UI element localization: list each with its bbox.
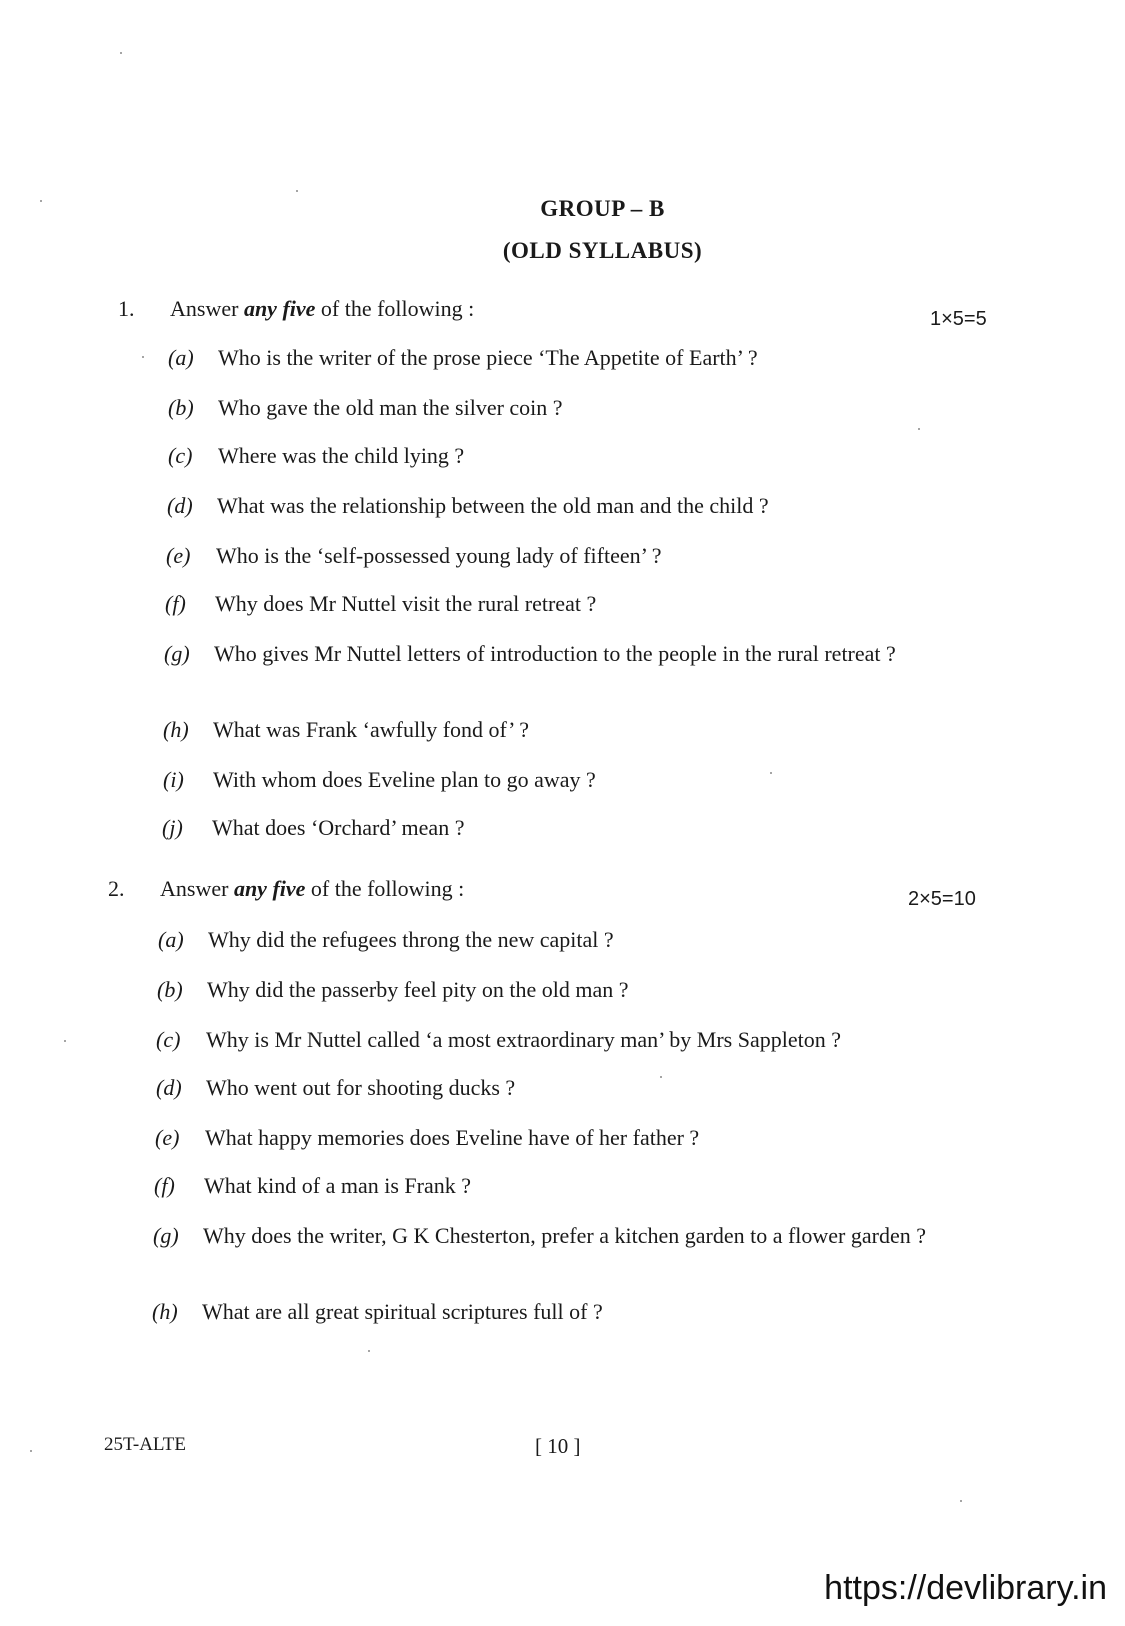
item-text: With whom does Eveline plan to go away ?: [213, 767, 596, 792]
item-text: Where was the child lying ?: [218, 443, 465, 468]
item-text: Why did the passerby feel pity on the old man ?: [207, 977, 629, 1002]
item-text: What does ‘Orchard’ mean ?: [212, 815, 465, 840]
item-label: (e): [166, 543, 191, 568]
question-1-stem-after: of the following :: [315, 296, 475, 321]
item-label: (d): [167, 493, 193, 518]
item-text: Why does the writer, G K Chesterton, prefer a kitchen garden to a flower garden ?: [203, 1223, 927, 1248]
item-text: Why did the refugees throng the new capital ?: [208, 927, 614, 952]
scan-speck: [770, 772, 772, 774]
item-label: (a): [158, 927, 184, 952]
item-text: Why does Mr Nuttel visit the rural retreat ?: [215, 591, 597, 616]
item-label: (e): [155, 1125, 180, 1150]
question-1-marks: 1×5=5: [930, 308, 987, 330]
question-2-stem-emphasis: any five: [233, 876, 306, 901]
item-label: (h): [152, 1299, 178, 1324]
item-text: Why is Mr Nuttel called ‘a most extraordinary man’ by Mrs Sappleton ?: [206, 1027, 841, 1052]
item-label: (d): [156, 1075, 182, 1100]
item-text: Who is the ‘self-possessed young lady of fifteen’ ?: [216, 543, 662, 568]
item-label: (a): [168, 345, 194, 370]
item-text: What was the relationship between the old man and the child ?: [217, 493, 769, 518]
scan-speck: [660, 1076, 662, 1078]
item-label: (j): [162, 815, 183, 840]
item-text: What are all great spiritual scriptures full of ?: [202, 1299, 603, 1324]
item-label: (g): [164, 641, 190, 666]
item-label: (g): [153, 1223, 179, 1248]
group-heading: GROUP – B: [540, 196, 665, 221]
question-2-marks: 2×5=10: [908, 888, 976, 910]
item-label: (c): [168, 443, 193, 468]
question-1-stem: [170, 296, 474, 322]
scan-speck: [64, 1040, 66, 1042]
site-watermark: https://devlibrary.in: [824, 1569, 1107, 1607]
item-label: (b): [157, 977, 183, 1002]
scan-speck: [30, 1450, 32, 1452]
item-label: (h): [163, 717, 189, 742]
item-label: (b): [168, 395, 194, 420]
syllabus-heading: (OLD SYLLABUS): [502, 238, 703, 263]
item-text: What was Frank ‘awfully fond of’ ?: [213, 717, 530, 742]
item-text: Who went out for shooting ducks ?: [206, 1075, 516, 1100]
question-2-stem-before: Answer: [160, 876, 234, 901]
question-2-stem: [160, 876, 464, 902]
item-label: (f): [165, 591, 186, 616]
question-1-number: 1.: [118, 296, 135, 321]
item-label: (c): [156, 1027, 181, 1052]
scan-speck: [40, 200, 42, 202]
scan-speck: [120, 52, 122, 54]
scan-speck: [368, 1350, 370, 1352]
scan-speck: [960, 1500, 962, 1502]
item-text: Who gives Mr Nuttel letters of introduction to the people in the rural retreat ?: [214, 641, 896, 666]
question-2-stem-after: of the following :: [305, 876, 465, 901]
question-2-number: 2.: [108, 876, 125, 901]
question-1-stem-emphasis: any five: [243, 296, 316, 321]
item-label: (f): [154, 1173, 175, 1198]
item-text: Who gave the old man the silver coin ?: [218, 395, 563, 420]
item-label: (i): [163, 767, 184, 792]
paper-code: 25T-ALTE: [104, 1434, 186, 1455]
scan-speck: [142, 356, 144, 358]
item-text: Who is the writer of the prose piece ‘The Appetite of Earth’ ?: [218, 345, 758, 370]
item-text: What kind of a man is Frank ?: [204, 1173, 471, 1198]
item-text: What happy memories does Eveline have of her father ?: [205, 1125, 700, 1150]
question-1-stem-before: Answer: [170, 296, 244, 321]
page-number: [ 10 ]: [535, 1434, 581, 1458]
scan-speck: [918, 428, 920, 430]
scan-speck: [296, 190, 298, 192]
